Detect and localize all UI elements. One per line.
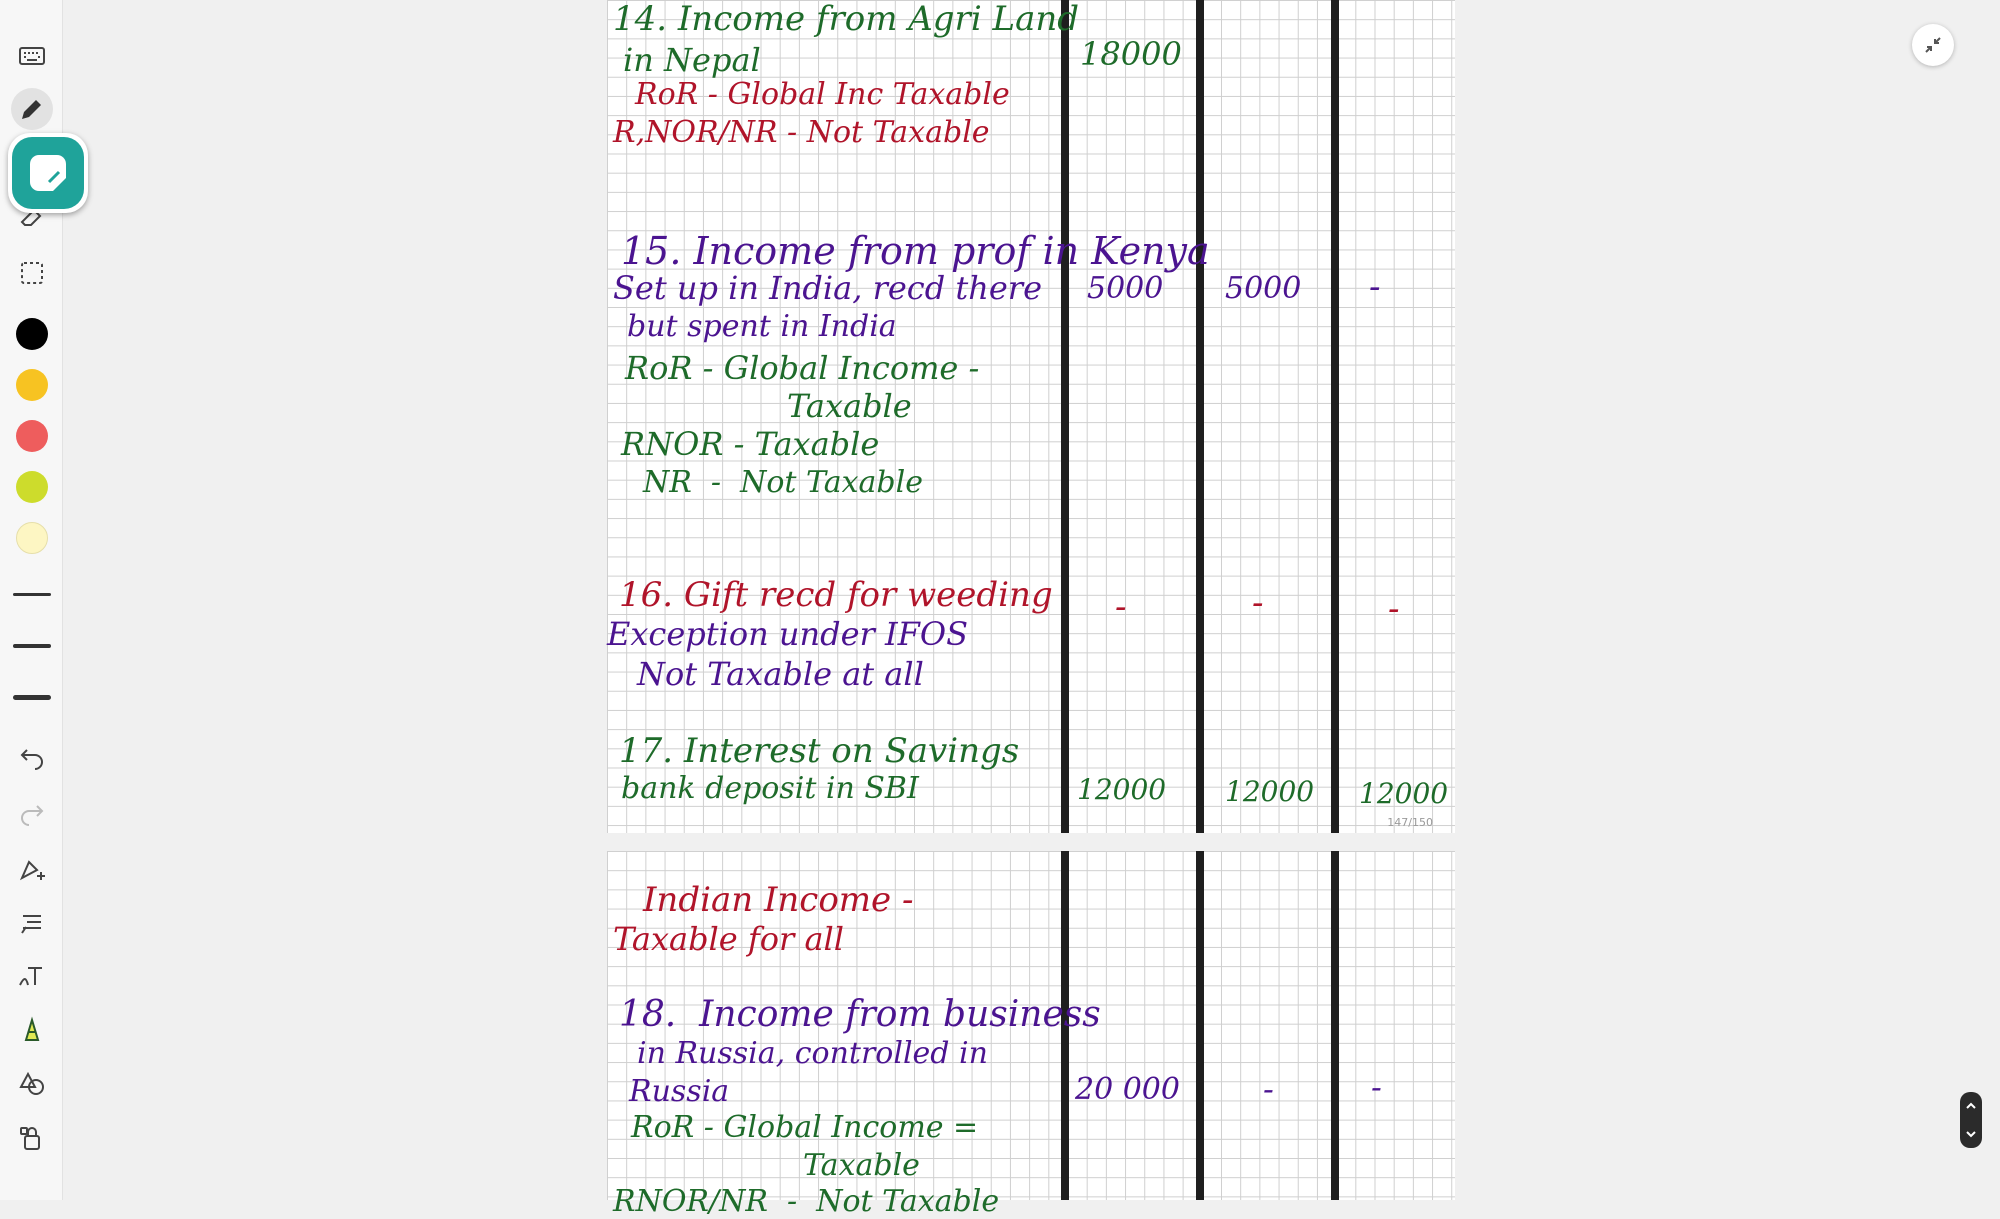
q14-line2: in Nepal xyxy=(623,41,761,79)
q18-line2: in Russia, controlled in xyxy=(637,1036,988,1071)
q17-line2: bank deposit in SBI xyxy=(621,771,919,806)
q14-col1: 18000 xyxy=(1080,35,1182,73)
q18-line3: Russia xyxy=(629,1074,730,1109)
note-line1: Indian Income - xyxy=(643,880,914,920)
q18-line6: RNOR/NR - Not Taxable xyxy=(613,1184,1000,1219)
q17-col2: 12000 xyxy=(1225,775,1315,808)
q15-line2: Set up in India, recd there xyxy=(613,269,1043,307)
q15-col3: - xyxy=(1369,267,1381,307)
collapse-fullscreen-button[interactable] xyxy=(1912,24,1954,66)
note-line2: Taxable for all xyxy=(613,920,845,958)
line-tool-icon[interactable] xyxy=(11,901,53,943)
q16-line2: Exception under IFOS xyxy=(607,615,968,653)
q15-line6: RNOR - Taxable xyxy=(621,425,880,463)
highlighter-icon[interactable] xyxy=(11,1009,53,1051)
q18-col3: - xyxy=(1371,1068,1382,1106)
q14-line3: RoR - Global Inc Taxable xyxy=(635,77,1010,112)
notes-app-icon[interactable] xyxy=(8,133,88,213)
chevron-down-icon[interactable] xyxy=(1965,1129,1977,1139)
shape-pen-icon[interactable] xyxy=(11,848,53,890)
q15-col1: 5000 xyxy=(1087,271,1164,306)
q18-line1: 18. Income from business xyxy=(619,994,1101,1035)
text-tool-icon[interactable] xyxy=(11,955,53,997)
chevron-up-icon[interactable] xyxy=(1965,1101,1977,1111)
q16-col2: - xyxy=(1252,583,1264,623)
lasso-select-icon[interactable] xyxy=(11,252,53,294)
q17-col3: 12000 xyxy=(1359,777,1449,810)
q18-line5: Taxable xyxy=(803,1148,920,1183)
undo-icon[interactable] xyxy=(11,735,53,777)
column-divider xyxy=(1196,0,1204,833)
q17-col1: 12000 xyxy=(1077,773,1167,806)
q18-col2: - xyxy=(1263,1070,1274,1108)
color-black[interactable] xyxy=(16,318,48,350)
collapse-icon xyxy=(1923,35,1943,55)
notebook-page-1 xyxy=(607,0,1455,833)
color-lime[interactable] xyxy=(16,471,48,503)
keyboard-icon[interactable] xyxy=(11,35,53,77)
color-red[interactable] xyxy=(16,420,48,452)
color-yellow[interactable] xyxy=(16,369,48,401)
q15-line1: 15. Income from prof in Kenya xyxy=(621,229,1210,273)
q15-line5: Taxable xyxy=(787,387,912,425)
q18-line4: RoR - Global Income = xyxy=(631,1110,979,1145)
color-cream[interactable] xyxy=(16,522,48,554)
column-divider xyxy=(1331,0,1339,833)
stroke-thick[interactable] xyxy=(13,695,51,700)
q15-line7: NR - Not Taxable xyxy=(643,465,923,500)
q14-line4: R,NOR/NR - Not Taxable xyxy=(613,115,990,150)
page-scroll-control[interactable] xyxy=(1960,1092,1982,1148)
lock-icon[interactable] xyxy=(11,1117,53,1159)
q15-line3: but spent in India xyxy=(627,309,897,344)
page-indicator: 147/150 xyxy=(1387,816,1433,829)
q17-line1: 17. Interest on Savings xyxy=(619,731,1020,771)
redo-icon[interactable] xyxy=(11,791,53,833)
column-divider xyxy=(1331,851,1339,1200)
q15-col2: 5000 xyxy=(1225,271,1302,306)
shapes-icon[interactable] xyxy=(11,1063,53,1105)
notebook-page-2 xyxy=(607,851,1455,1219)
q16-line1: 16. Gift recd for weeding xyxy=(619,575,1053,615)
q14-line1: 14. Income from Agri Land xyxy=(613,0,1080,39)
q16-col1: - xyxy=(1115,587,1127,627)
q18-col1: 20 000 xyxy=(1075,1072,1180,1107)
q16-line3: Not Taxable at all xyxy=(637,655,924,693)
column-divider xyxy=(1196,851,1204,1200)
pen-icon[interactable] xyxy=(11,88,53,130)
stroke-medium[interactable] xyxy=(13,644,51,648)
column-divider xyxy=(1061,0,1069,833)
stroke-thin[interactable] xyxy=(13,593,51,596)
q16-col3: - xyxy=(1388,589,1400,629)
q15-line4: RoR - Global Income - xyxy=(625,349,980,387)
